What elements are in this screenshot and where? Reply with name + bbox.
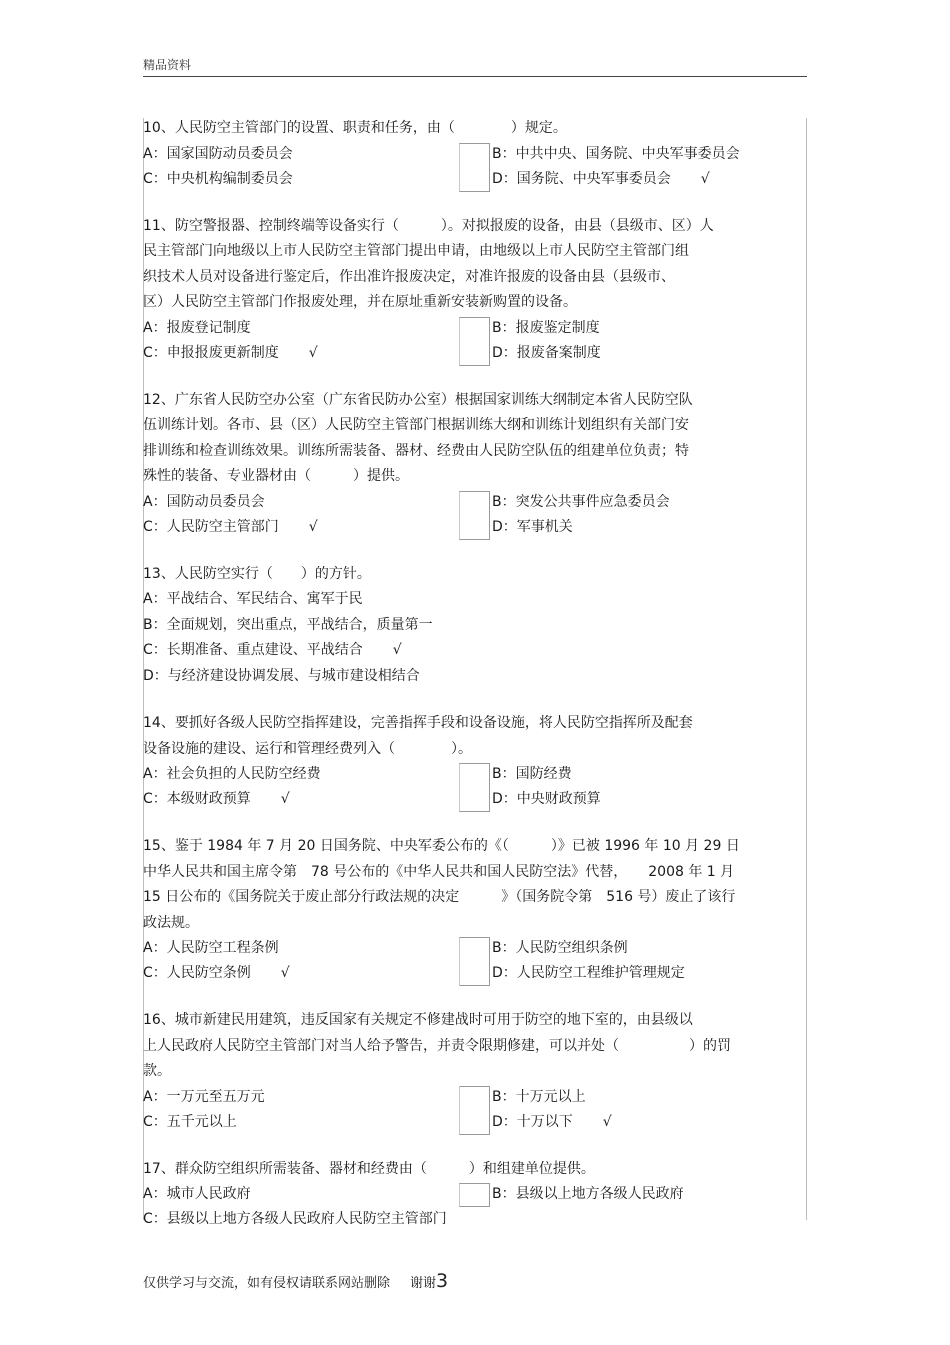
- option-c: C：中央机构编制委员会: [143, 170, 293, 187]
- question-text-line: 15 日公布的《国务院关于废止部分行政法规的决定 》（国务院令第 516 号）废止了该行: [143, 889, 736, 905]
- option-d: D：人民防空工程维护管理规定: [492, 965, 685, 981]
- question-text-line: 设备设施的建设、运行和管理经费列入（ ）。: [143, 740, 472, 757]
- option-b: B：人民防空组织条例: [492, 940, 628, 956]
- answer-check-mark: √: [280, 965, 290, 981]
- question-text-line: 11、防空警报器、控制终端等设备实行（ ）。对拟报废的设备，由县（县级市、区）人: [143, 217, 714, 234]
- options-grid: [143, 762, 807, 812]
- option-b: B：全面规划，突出重点，平战结合，质量第一: [143, 616, 433, 633]
- option-c: C：人民防空条例: [143, 965, 251, 981]
- option-a: A：报废登记制度: [143, 319, 251, 336]
- option-b: B：中共中央、国务院、中央军事委员会: [492, 145, 740, 162]
- option-a: A：平战结合、军民结合、寓军于民: [143, 591, 363, 607]
- answer-box: [459, 491, 490, 540]
- question-text-line: 伍训练计划。各市、县（区）人民防空主管部门根据训练大纲和训练计划组织有关部门安: [143, 417, 689, 433]
- option-d: D：军事机关: [492, 518, 573, 535]
- option-b: B：报废鉴定制度: [492, 319, 600, 336]
- question-16: [143, 1008, 807, 1135]
- options-grid: [143, 316, 807, 366]
- question-text-line: 殊性的装备、专业器材由（ ）提供。: [143, 468, 409, 484]
- question-text-line: 款。: [143, 1063, 171, 1079]
- question-text-line: 15、鉴于 1984 年 7 月 20 日国务院、中央军委公布的《（ ）》已被 1996 年 10 月 29 日: [143, 838, 740, 854]
- question-text-line: 16、城市新建民用建筑，违反国家有关规定不修建战时可用于防空的地下室的，由县级以: [143, 1012, 693, 1028]
- page-footer: [143, 1270, 448, 1292]
- question-text-line: 中华人民共和国主席令第 78 号公布的《中华人民共和国人民防空法》代替， 2008 年 1 月: [143, 863, 735, 880]
- option-a: A：国防动员委员会: [143, 493, 265, 510]
- option-a: A：社会负担的人民防空经费: [143, 766, 321, 782]
- answer-check-mark: √: [280, 791, 290, 807]
- question-text-line: 区）人民防空主管部门作报废处理，并在原址重新安装新购置的设备。: [143, 294, 577, 310]
- option-a: A：一万元至五万元: [143, 1088, 265, 1105]
- option-c: C：人民防空主管部门: [143, 518, 279, 535]
- option-b: B：县级以上地方各级人民政府: [492, 1186, 684, 1202]
- option-d: D：中央财政预算: [492, 791, 601, 807]
- question-15: [143, 834, 807, 986]
- question-text-line: 17、群众防空组织所需装备、器材和经费由（ ）和组建单位提供。: [143, 1160, 595, 1177]
- question-text-line: 排训练和检查训练效果。训练所需装备、器材、经费由人民防空队伍的组建单位负责；特: [143, 442, 689, 459]
- answer-box: [459, 143, 490, 192]
- answer-box: [459, 763, 490, 812]
- question-text-line: 14、要抓好各级人民防空指挥建设，完善指挥手段和设备设施，将人民防空指挥所及配套: [143, 715, 693, 731]
- answer-box: [459, 1183, 490, 1207]
- question-text-line: 政法规。: [143, 914, 199, 931]
- option-b: B：十万元以上: [492, 1088, 586, 1105]
- answer-box: [459, 937, 490, 986]
- option-c: C：县级以上地方各级人民政府人民防空主管部门: [143, 1211, 447, 1227]
- question-11: [143, 214, 807, 366]
- option-d: D：国务院、中央军事委员会: [492, 170, 671, 187]
- option-a: A：国家国防动员委员会: [143, 145, 293, 162]
- option-b: B：国防经费: [492, 766, 572, 782]
- option-b: B：突发公共事件应急委员会: [492, 493, 670, 510]
- question-list: [143, 116, 807, 1255]
- header-rule: [143, 76, 807, 77]
- question-17: [143, 1157, 807, 1233]
- option-c: C：五千元以上: [143, 1113, 237, 1130]
- answer-check-mark: √: [392, 642, 402, 658]
- options-grid: [143, 142, 807, 192]
- option-a: A：城市人民政府: [143, 1186, 251, 1202]
- question-text-line: 13、人民防空实行（ ）的方针。: [143, 565, 371, 582]
- page-number: 3: [436, 1270, 449, 1292]
- options-grid: [143, 936, 807, 986]
- footer-note: 仅供学习与交流，如有侵权请联系网站删除: [143, 1276, 391, 1291]
- page-header-label: 精品资料: [143, 58, 192, 72]
- question-text-line: 织技术人员对设备进行鉴定后，作出准许报废决定，对准许报废的设备由县（县级市、: [143, 268, 675, 285]
- options-grid: [143, 490, 807, 540]
- option-c: C：长期准备、重点建设、平战结合: [143, 642, 363, 658]
- question-text-line: 12、广东省人民防空办公室（广东省民防办公室）根据国家训练大纲制定本省人民防空队: [143, 391, 693, 408]
- footer-thanks: 谢谢: [410, 1276, 437, 1291]
- question-text-line: 民主管部门向地级以上市人民防空主管部门提出申请，由地级以上市人民防空主管部门组: [143, 243, 689, 259]
- question-14: [143, 711, 807, 812]
- option-a: A：人民防空工程条例: [143, 940, 279, 956]
- option-c: C：本级财政预算: [143, 791, 251, 807]
- question-12: [143, 388, 807, 540]
- answer-box: [459, 1086, 490, 1135]
- question-13: [143, 562, 807, 690]
- answer-check-mark: √: [308, 344, 318, 361]
- question-text-line: 10、人民防空主管部门的设置、职责和任务，由（ ）规定。: [143, 120, 567, 136]
- question-text-line: 上人民政府人民防空主管部门对当人给予警告，并责令限期修建，可以并处（ ）的罚: [143, 1037, 731, 1054]
- answer-box: [459, 317, 490, 366]
- option-d: D：与经济建设协调发展、与城市建设相结合: [143, 667, 420, 684]
- question-10: [143, 116, 807, 192]
- option-d: D：报废备案制度: [492, 344, 601, 361]
- answer-check-mark: √: [602, 1113, 612, 1130]
- options-grid: [143, 1085, 807, 1135]
- option-d: D：十万以下: [492, 1113, 573, 1130]
- option-c: C：申报报废更新制度: [143, 344, 279, 361]
- answer-check-mark: √: [700, 170, 710, 187]
- options-grid: [143, 1182, 807, 1233]
- answer-check-mark: √: [308, 518, 318, 535]
